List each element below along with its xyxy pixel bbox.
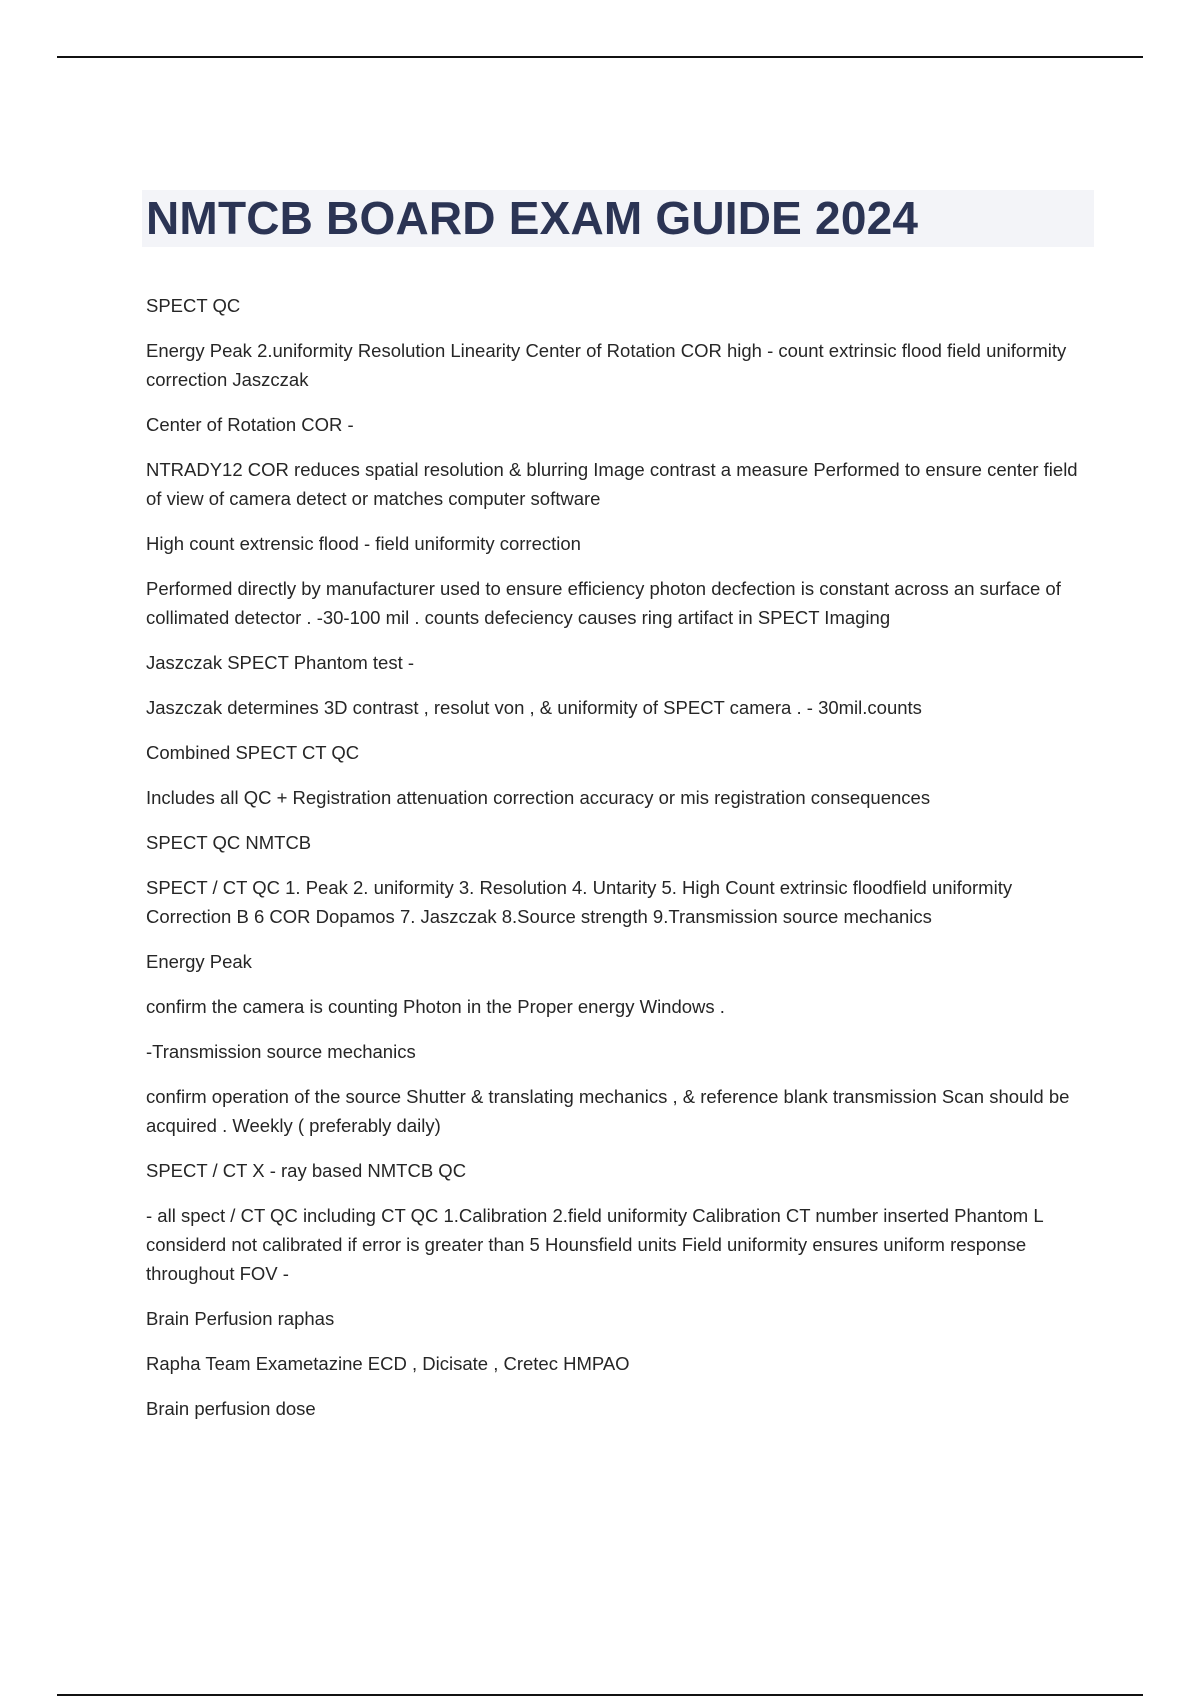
paragraph: SPECT QC NMTCB bbox=[146, 832, 312, 853]
paragraph: Combined SPECT CT QC bbox=[146, 742, 360, 763]
paragraph: NTRADY12 COR reduces spatial resolution & blurring Image contrast a measure Performed to ensure center field of view of camera detect or matches computer software bbox=[146, 459, 1078, 509]
paragraph: SPECT QC bbox=[146, 295, 241, 316]
paragraph: Brain perfusion dose bbox=[146, 1398, 316, 1419]
top-divider bbox=[57, 56, 1143, 58]
paragraph: Jaszczak determines 3D contrast , resolut von , & uniformity of SPECT camera . - 30mil.counts bbox=[146, 697, 922, 718]
paragraph: - all spect / CT QC including CT QC 1.Calibration 2.field uniformity Calibration CT number inserted Phantom L considerd not calibrated if error is greater than 5 Hounsfield units Field uniformity ensures uniform response throughout FOV - bbox=[146, 1205, 1043, 1284]
paragraph: -Transmission source mechanics bbox=[146, 1041, 416, 1062]
paragraph: Brain Perfusion raphas bbox=[146, 1308, 335, 1329]
bottom-divider bbox=[57, 1694, 1143, 1696]
paragraph: Energy Peak 2.uniformity Resolution Linearity Center of Rotation COR high - count extrinsic flood field uniformity correction Jaszczak bbox=[146, 340, 1067, 390]
paragraph: Energy Peak bbox=[146, 951, 252, 972]
document-title: NMTCB BOARD EXAM GUIDE 2024 bbox=[146, 192, 919, 244]
paragraph: Includes all QC + Registration attenuation correction accuracy or mis registration consequences bbox=[146, 787, 931, 808]
paragraph: Jaszczak SPECT Phantom test - bbox=[146, 652, 415, 673]
paragraph: Performed directly by manufacturer used to ensure efficiency photon decfection is constant across an surface of collimated detector . -30-100 mil . counts defeciency causes ring artifact in SPECT Imaging bbox=[146, 578, 1061, 628]
paragraph: SPECT / CT QC 1. Peak 2. uniformity 3. Resolution 4. Untarity 5. High Count extrinsic floodfield uniformity Correction B 6 COR Dopamos 7. Jaszczak 8.Source strength 9.Transmission source mechanics bbox=[146, 877, 1013, 927]
paragraph: High count extrensic flood - field uniformity correction bbox=[146, 533, 581, 554]
paragraph: SPECT / CT X - ray based NMTCB QC bbox=[146, 1160, 467, 1181]
paragraph: Rapha Team Exametazine ECD , Dicisate , Cretec HMPAO bbox=[146, 1353, 630, 1374]
document-body bbox=[146, 291, 1096, 1439]
paragraph: Center of Rotation COR - bbox=[146, 414, 354, 435]
paragraph: confirm the camera is counting Photon in the Proper energy Windows . bbox=[146, 996, 725, 1017]
paragraph: confirm operation of the source Shutter & translating mechanics , & reference blank transmission Scan should be acquired . Weekly ( preferably daily) bbox=[146, 1086, 1070, 1136]
